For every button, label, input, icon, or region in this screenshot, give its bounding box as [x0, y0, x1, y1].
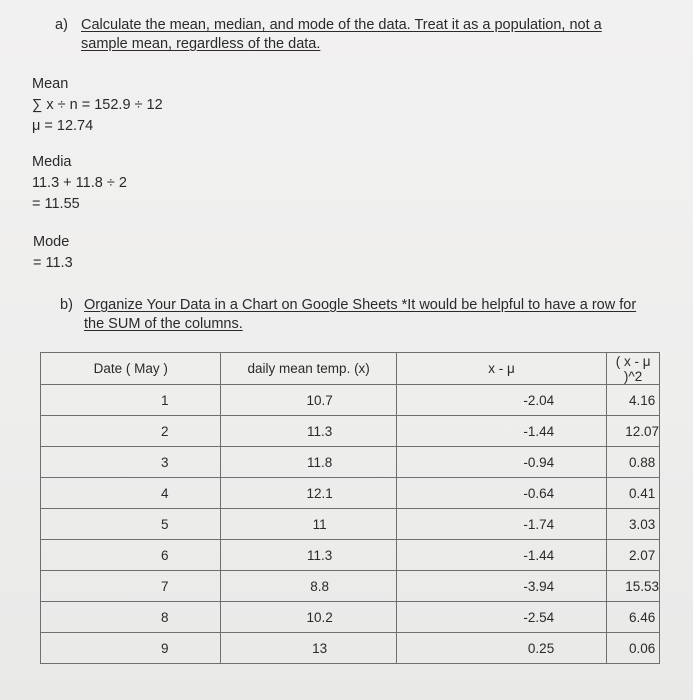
cell-date: 1: [41, 385, 221, 416]
table-row: [41, 633, 660, 664]
header-date: Date ( May ): [41, 353, 221, 385]
cell-date: 8: [41, 602, 221, 633]
table-row: [41, 540, 660, 571]
cell-date: 2: [41, 416, 221, 447]
cell-deviation: -1.44: [396, 540, 606, 571]
table-row: [41, 416, 660, 447]
mean-result: μ = 12.74: [32, 118, 94, 134]
table-row: [41, 385, 660, 416]
cell-deviation: 0.25: [396, 633, 606, 664]
cell-squared: 2.07: [607, 540, 660, 571]
table-header-row: [41, 353, 660, 385]
question-b-label: b): [60, 297, 73, 313]
mean-formula: ∑ x ÷ n = 152.9 ÷ 12: [32, 97, 163, 113]
cell-temp: 11.8: [221, 447, 396, 478]
cell-temp: 13: [221, 633, 396, 664]
data-table: [40, 352, 660, 664]
cell-squared: 0.88: [607, 447, 660, 478]
cell-squared: 0.41: [607, 478, 660, 509]
cell-squared: 0.06: [607, 633, 660, 664]
median-formula: 11.3 + 11.8 ÷ 2: [32, 175, 127, 191]
median-result: = 11.55: [32, 196, 80, 212]
cell-deviation: -1.74: [396, 509, 606, 540]
question-a: [55, 16, 675, 56]
table-row: [41, 447, 660, 478]
header-squared-deviation: ( x - μ )^2: [607, 353, 660, 385]
cell-deviation: -2.54: [396, 602, 606, 633]
cell-date: 5: [41, 509, 221, 540]
cell-deviation: -3.94: [396, 571, 606, 602]
cell-temp: 10.7: [221, 385, 396, 416]
cell-squared: 4.16: [607, 385, 660, 416]
cell-deviation: -0.64: [396, 478, 606, 509]
mode-block: [33, 232, 73, 274]
median-heading: Media: [32, 154, 72, 170]
cell-date: 6: [41, 540, 221, 571]
cell-squared: 15.53: [607, 571, 660, 602]
table-row: [41, 602, 660, 633]
median-block: [32, 152, 127, 215]
cell-date: 4: [41, 478, 221, 509]
header-deviation: x - μ: [396, 353, 606, 385]
question-a-label: a): [55, 17, 68, 33]
cell-date: 9: [41, 633, 221, 664]
cell-date: 7: [41, 571, 221, 602]
mean-block: [32, 74, 163, 137]
cell-deviation: -1.44: [396, 416, 606, 447]
mean-heading: Mean: [32, 76, 69, 92]
cell-temp: 11: [221, 509, 396, 540]
table-row: [41, 571, 660, 602]
cell-temp: 11.3: [221, 540, 396, 571]
mode-result: = 11.3: [33, 255, 73, 271]
cell-temp: 11.3: [221, 416, 396, 447]
cell-squared: 6.46: [607, 602, 660, 633]
cell-deviation: -2.04: [396, 385, 606, 416]
question-b-line1: Organize Your Data in a Chart on Google Sheets *It would be helpful to have a row for: [84, 297, 637, 313]
mode-heading: Mode: [33, 234, 70, 250]
cell-date: 3: [41, 447, 221, 478]
cell-temp: 8.8: [221, 571, 396, 602]
question-a-line1: Calculate the mean, median, and mode of the data. Treat it as a population, not a: [81, 17, 602, 33]
question-a-line2: sample mean, regardless of the data.: [81, 36, 321, 52]
table-row: [41, 509, 660, 540]
cell-temp: 12.1: [221, 478, 396, 509]
cell-temp: 10.2: [221, 602, 396, 633]
question-b-line2: the SUM of the columns.: [84, 316, 243, 332]
cell-squared: 3.03: [607, 509, 660, 540]
cell-deviation: -0.94: [396, 447, 606, 478]
table-row: [41, 478, 660, 509]
header-temp: daily mean temp. (x): [221, 353, 396, 385]
cell-squared: 12.07: [607, 416, 660, 447]
question-b: [60, 296, 680, 336]
